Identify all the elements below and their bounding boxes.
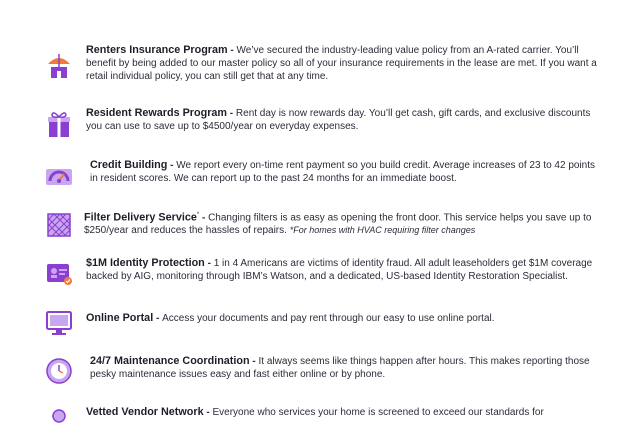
item-body: Rent day is now rewards day. You’ll get cash, gift cards, and exclusive discounts you can use to save up to $4500/year on everyday expenses. [86, 108, 591, 132]
id-card-icon [44, 258, 74, 288]
item-body: Everyone who services your home is screened to exceed our standards for [212, 407, 544, 418]
item-body: 1 in 4 Americans are victims of identity fraud. All adult leaseholders get $1M coverage backed by AIG, monitoring through IBM’s Watson, and a dedicated, US-based Identity Restoration Specialist. [86, 258, 593, 282]
title-footnote-mark: * [196, 212, 200, 218]
item-title: Filter Delivery Service [84, 211, 197, 224]
item-title: 24/7 Maintenance Coordination [90, 355, 250, 367]
item-title: $1M Identity Protection [86, 257, 205, 269]
item-title: Vetted Vendor Network [86, 406, 204, 418]
item-title: Credit Building [90, 159, 168, 171]
gift-box-icon [44, 109, 74, 139]
clock-icon [44, 356, 74, 386]
item-body: We report every on-time rent payment so you build credit. Average increases of 23 to 42 points in resident scores. We can report up to the past 24 months for an immediate boost. [90, 160, 596, 184]
item-title: Online Portal [86, 312, 154, 324]
item-title: Resident Rewards Program [86, 107, 228, 119]
item-body: Access your documents and pay rent through our easy to use online portal. [162, 313, 495, 324]
item-body: Changing filters is as easy as opening the front door. This service helps you save up to $250/year and reduces the hassles of repairs. [84, 212, 592, 237]
vendor-icon [44, 406, 74, 436]
item-body: We’ve secured the industry-leading value policy from an A-rated carrier. You’ll benefit by being added to our master policy so all of your insurance requirements in the lease are met. If you want a retail individual policy, you can still get that at any time. [86, 45, 597, 82]
item-title: Renters Insurance Program [86, 44, 228, 56]
monitor-icon [44, 308, 74, 338]
gauge-icon [44, 161, 74, 191]
umbrella-house-icon [44, 50, 74, 80]
item-footnote: *For homes with HVAC requiring filter changes [289, 225, 476, 236]
item-body: It always seems like things happen after hours. This makes reporting those pesky maintenance issues easy and fast either online or by phone. [90, 356, 590, 380]
air-filter-icon [44, 210, 74, 240]
